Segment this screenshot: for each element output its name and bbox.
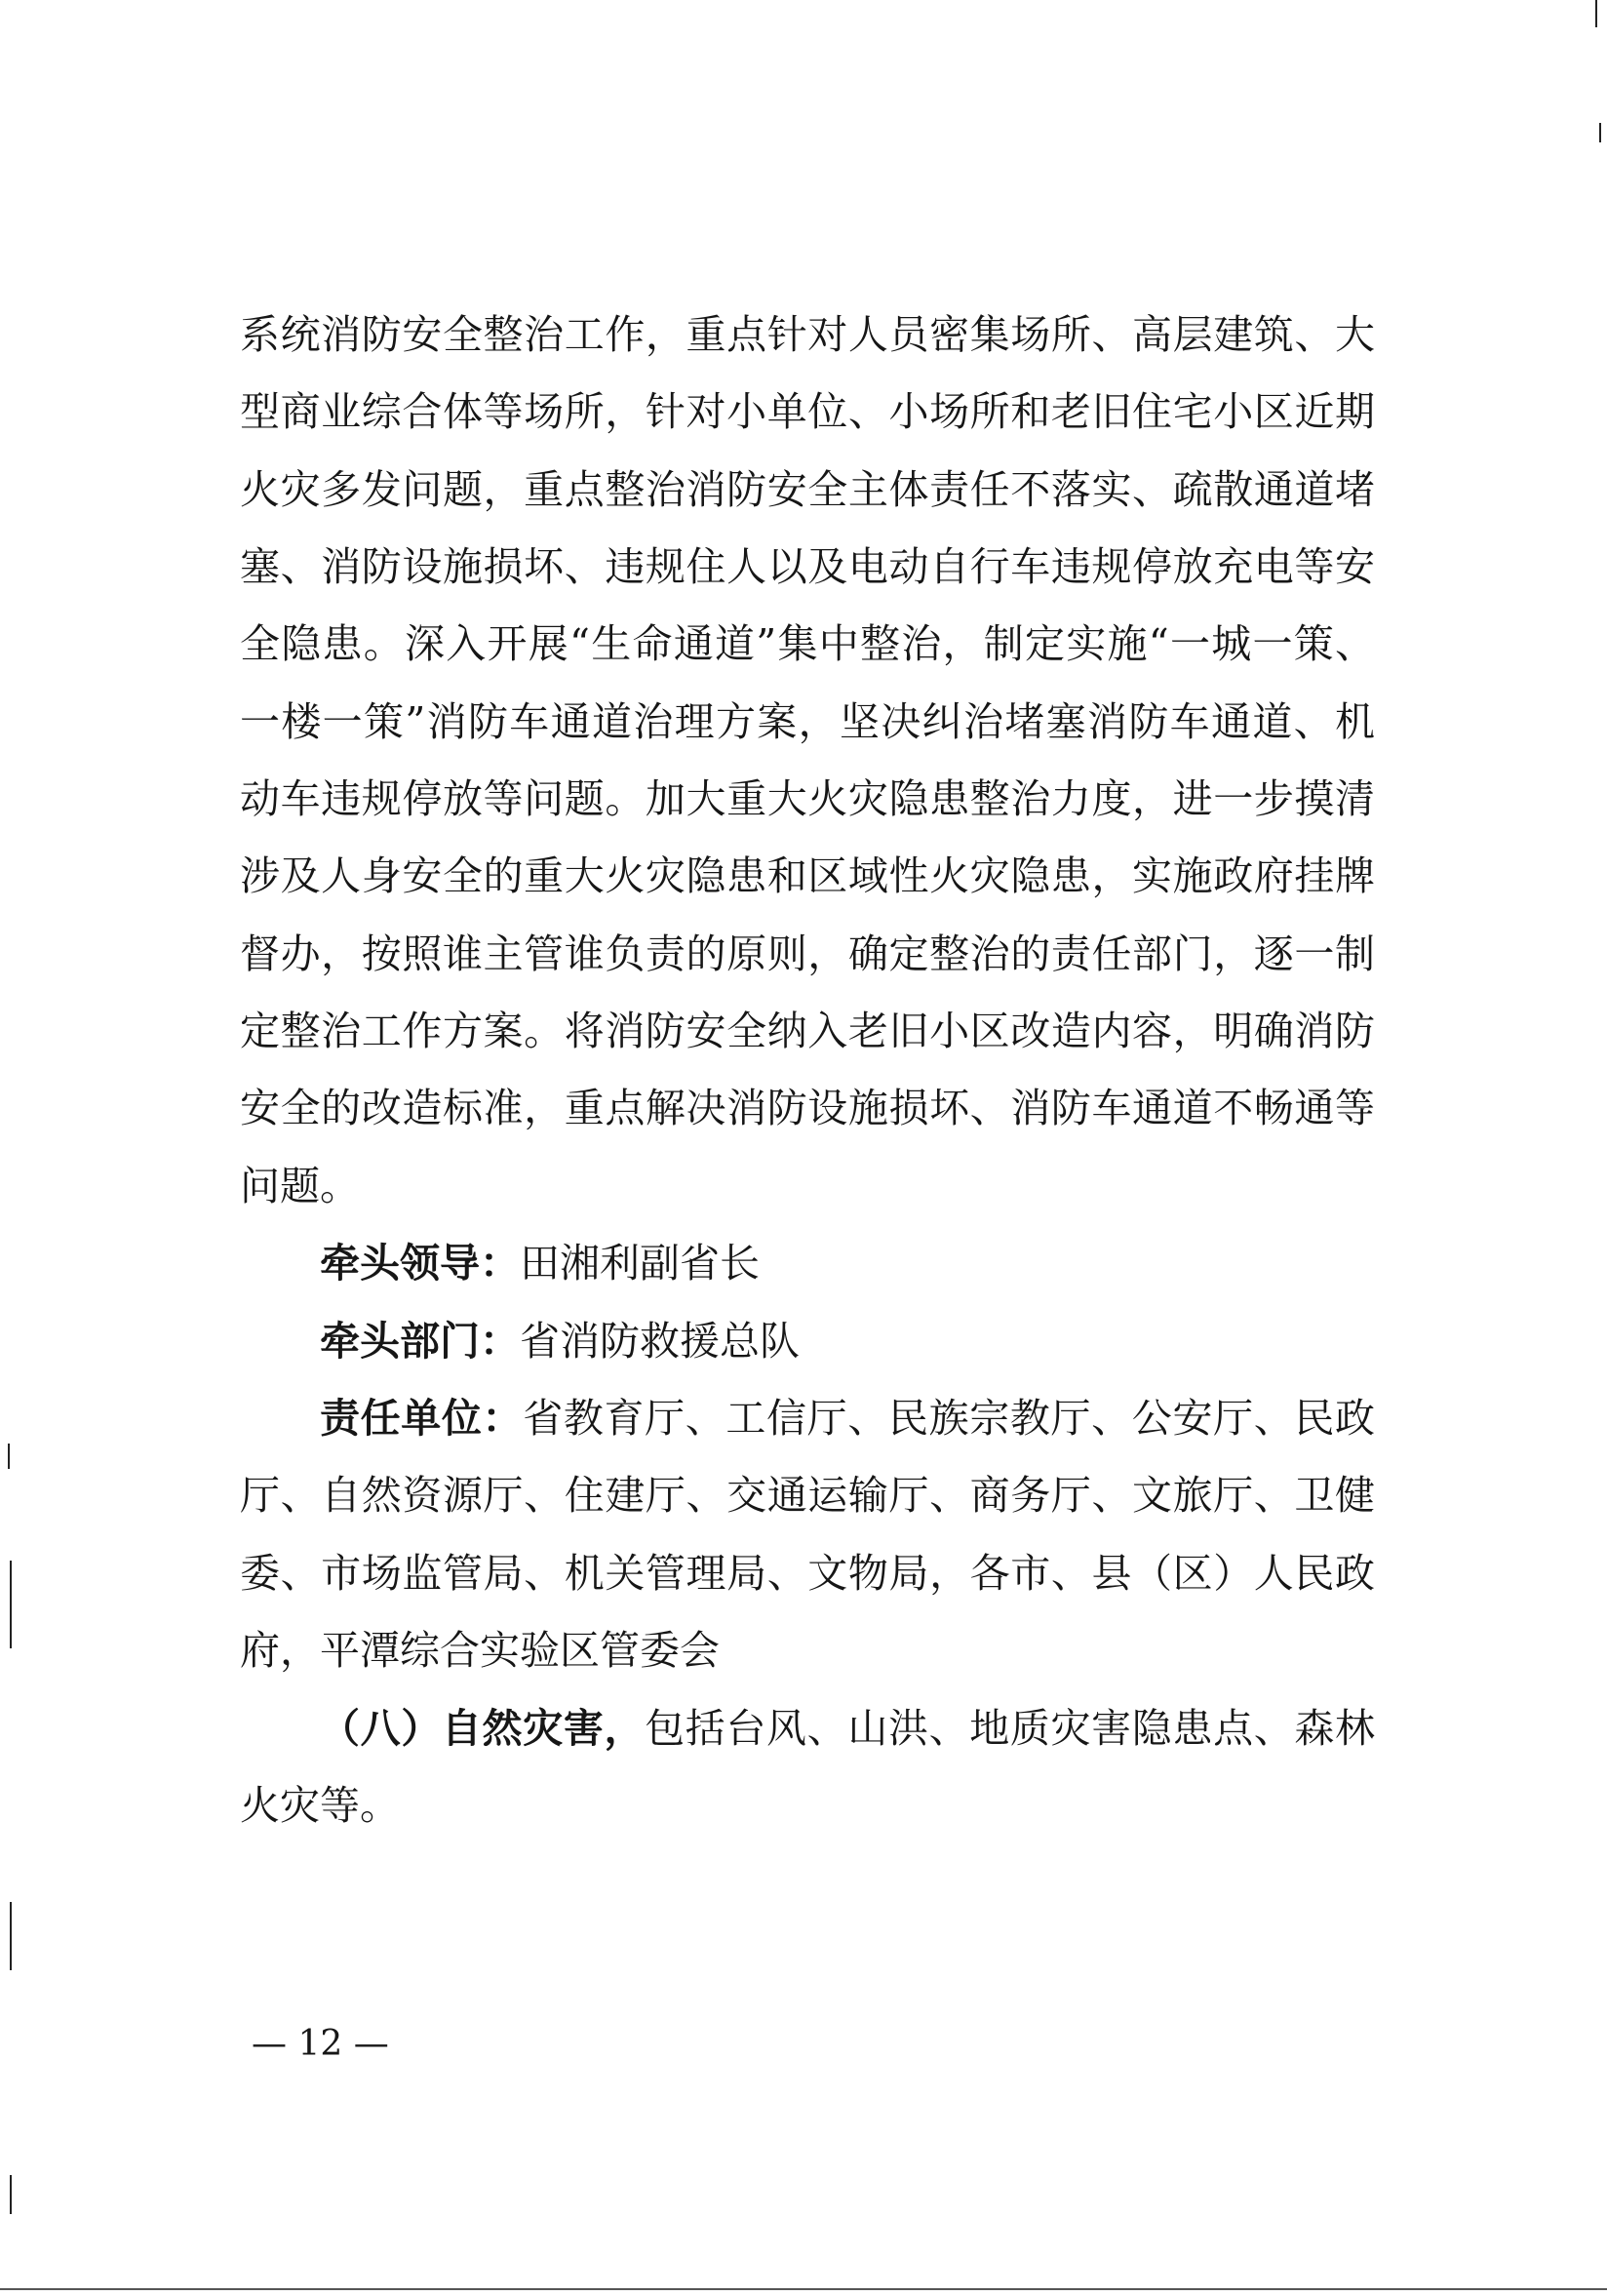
responsible-units-line: 委、市场监管局、机关管理局、文物局，各市、县（区）人民政 (240, 1550, 1375, 1597)
scan-edge-mark (10, 2175, 12, 2214)
responsible-units-line: 府，平潭综合实验区管委会 (240, 1627, 720, 1674)
responsible-units-line: 厅、自然资源厅、住建厅、交通运输厅、商务厅、文旅厅、卫健 (240, 1472, 1375, 1519)
body-line: 督办，按照谁主管谁负责的原则，确定整治的责任部门，逐一制 (240, 930, 1375, 977)
body-line: 动车违规停放等问题。加大重大火灾隐患整治力度，进一步摸清 (240, 775, 1375, 822)
body-line: 全隐患。深入开展“生命通道”集中整治，制定实施“一城一策、 (240, 620, 1375, 667)
section-eight-row (320, 1705, 1376, 1752)
responsible-units-line1: 省教育厅、工信厅、民族宗教厅、公安厅、民政 (523, 1395, 1376, 1442)
body-line: 系统消防安全整治工作，重点针对人员密集场所、高层建筑、大 (240, 311, 1375, 358)
section-eight-heading: （八）自然灾害， (320, 1705, 646, 1752)
section-eight-text: 包括台风、山洪、地质灾害隐患点、森林 (645, 1705, 1376, 1752)
lead-leader-row (320, 1240, 1455, 1287)
lead-department-row (320, 1318, 1455, 1365)
scan-edge-mark (1595, 0, 1597, 27)
scan-edge-mark (8, 1444, 10, 1469)
responsible-units-label: 责任单位： (320, 1395, 524, 1442)
lead-leader-label: 牵头领导： (320, 1240, 520, 1287)
scan-edge-mark (10, 1902, 12, 1970)
body-line: 涉及人身安全的重大火灾隐患和区域性火灾隐患，实施政府挂牌 (240, 852, 1375, 899)
lead-department-label: 牵头部门： (320, 1318, 520, 1365)
scan-edge-mark (10, 1561, 12, 1648)
body-line: 型商业综合体等场所，针对小单位、小场所和老旧住宅小区近期 (240, 388, 1375, 435)
section-eight-line: 火灾等。 (240, 1782, 400, 1829)
page-number: — 12 — (252, 2024, 389, 2064)
scan-bottom-line (0, 2288, 1607, 2290)
scan-edge-mark (1599, 123, 1601, 142)
body-line: 问题。 (240, 1163, 360, 1209)
lead-department-value: 省消防救援总队 (520, 1318, 800, 1365)
lead-leader-value: 田湘利副省长 (520, 1240, 760, 1287)
body-line: 定整治工作方案。将消防安全纳入老旧小区改造内容，明确消防 (240, 1008, 1375, 1054)
body-line: 火灾多发问题，重点整治消防安全主体责任不落实、疏散通道堵 (240, 466, 1375, 513)
responsible-units-row (320, 1395, 1376, 1442)
body-line: 安全的改造标准，重点解决消防设施损坏、消防车通道不畅通等 (240, 1085, 1375, 1131)
body-line: 一楼一策”消防车通道治理方案，坚决纠治堵塞消防车通道、机 (240, 698, 1375, 745)
body-line: 塞、消防设施损坏、违规住人以及电动自行车违规停放充电等安 (240, 543, 1375, 590)
